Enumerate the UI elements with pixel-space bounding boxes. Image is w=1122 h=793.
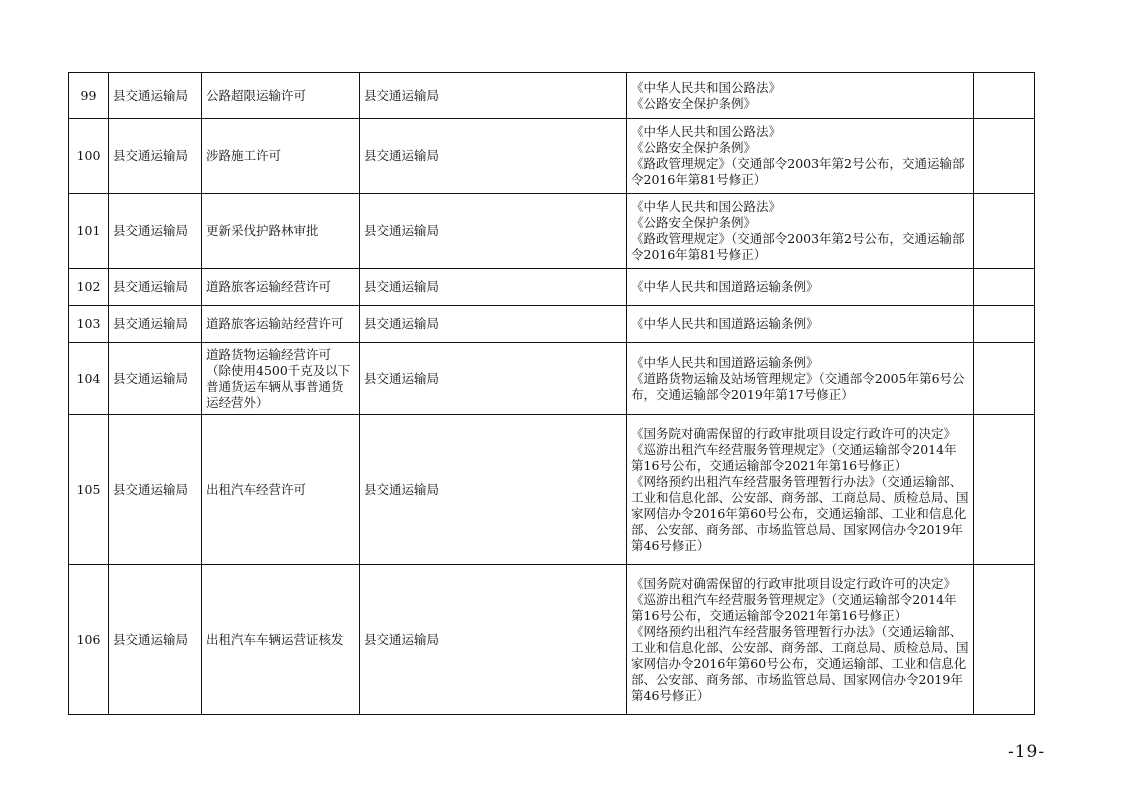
law-reference: 《路政管理规定》（交通部令2003年第2号公布，交通运输部令2016年第81号修正） — [631, 231, 965, 262]
legal-basis-cell — [627, 73, 974, 119]
row-number: 102 — [69, 269, 109, 306]
legal-basis-cell — [627, 343, 974, 415]
law-reference: 《巡游出租汽车经营服务管理规定》（交通运输部令2014年第16号公布，交通运输部令2021年第16号修正） — [631, 441, 957, 473]
law-reference: 《中华人民共和国公路法》 — [631, 79, 782, 95]
department-cell: 县交通运输局 — [109, 119, 202, 194]
table-row — [69, 73, 1035, 119]
implementing-agency-cell: 县交通运输局 — [360, 343, 627, 415]
law-reference: 《路政管理规定》（交通部令2003年第2号公布，交通运输部令2016年第81号修正） — [631, 156, 965, 187]
law-reference: 《国务院对确需保留的行政审批项目设定行政许可的决定》 — [631, 575, 957, 591]
implementing-agency-cell: 县交通运输局 — [360, 415, 627, 565]
department-cell: 县交通运输局 — [109, 73, 202, 119]
department-cell: 县交通运输局 — [109, 565, 202, 715]
legal-basis-cell — [627, 306, 974, 343]
row-number: 100 — [69, 119, 109, 194]
row-number: 104 — [69, 343, 109, 415]
law-reference: 《国务院对确需保留的行政审批项目设定行政许可的决定》 — [631, 425, 957, 441]
permit-item-cell: 涉路施工许可 — [202, 119, 360, 194]
department-cell: 县交通运输局 — [109, 269, 202, 306]
implementing-agency-cell: 县交通运输局 — [360, 73, 627, 119]
law-reference: 《中华人民共和国道路运输条例》 — [631, 316, 819, 331]
legal-basis-cell — [627, 194, 974, 269]
permit-item-cell: 道路旅客运输站经营许可 — [202, 306, 360, 343]
remark-cell — [974, 73, 1035, 119]
table-row — [69, 269, 1035, 306]
implementing-agency-cell: 县交通运输局 — [360, 269, 627, 306]
permit-item-cell: 出租汽车经营许可 — [202, 415, 360, 565]
implementing-agency-cell: 县交通运输局 — [360, 194, 627, 269]
table-row — [69, 306, 1035, 343]
permit-item-cell: 道路货物运输经营许可（除使用4500千克及以下普通货运车辆从事普通货运经营外） — [202, 343, 360, 415]
department-cell: 县交通运输局 — [109, 343, 202, 415]
law-reference: 《道路货物运输及站场管理规定》（交通部令2005年第6号公布，交通运输部令2019年第17号修正） — [631, 370, 965, 402]
remark-cell — [974, 343, 1035, 415]
implementing-agency-cell: 县交通运输局 — [360, 565, 627, 715]
law-reference: 《公路安全保护条例》 — [631, 215, 757, 230]
table-row — [69, 194, 1035, 269]
permit-item-cell: 出租汽车车辆运营证核发 — [202, 565, 360, 715]
table-row — [69, 343, 1035, 415]
row-number: 105 — [69, 415, 109, 565]
remark-cell — [974, 306, 1035, 343]
row-number: 101 — [69, 194, 109, 269]
law-reference: 《网络预约出租汽车经营服务管理暂行办法》（交通运输部、工业和信息化部、公安部、商务部、工商总局、质检总局、国家网信办令2016年第60号公布，交通运输部、工业和信息化部、公安部、商务部、市场监管总局、国家网信办令2019年第46号修正） — [631, 473, 969, 553]
law-reference: 《中华人民共和国道路运输条例》 — [631, 354, 819, 370]
law-reference: 《中华人民共和国道路运输条例》 — [631, 279, 819, 294]
legal-basis-cell — [627, 269, 974, 306]
law-reference: 《中华人民共和国公路法》 — [631, 199, 782, 214]
legal-basis-cell — [627, 415, 974, 565]
table-row — [69, 119, 1035, 194]
permit-table-body — [69, 73, 1035, 715]
remark-cell — [974, 415, 1035, 565]
permit-item-cell: 公路超限运输许可 — [202, 73, 360, 119]
law-reference: 《中华人民共和国公路法》 — [631, 124, 782, 139]
law-reference: 《公路安全保护条例》 — [631, 140, 757, 155]
remark-cell — [974, 565, 1035, 715]
legal-basis-cell — [627, 119, 974, 194]
row-number: 99 — [69, 73, 109, 119]
permit-item-cell: 道路旅客运输经营许可 — [202, 269, 360, 306]
law-reference: 《网络预约出租汽车经营服务管理暂行办法》（交通运输部、工业和信息化部、公安部、商务部、工商总局、质检总局、国家网信办令2016年第60号公布，交通运输部、工业和信息化部、公安部、商务部、市场监管总局、国家网信办令2019年第46号修正） — [631, 623, 969, 703]
permit-item-cell: 更新采伐护路林审批 — [202, 194, 360, 269]
law-reference: 《巡游出租汽车经营服务管理规定》（交通运输部令2014年第16号公布，交通运输部令2021年第16号修正） — [631, 591, 957, 623]
row-number: 103 — [69, 306, 109, 343]
remark-cell — [974, 119, 1035, 194]
table-row — [69, 415, 1035, 565]
department-cell: 县交通运输局 — [109, 306, 202, 343]
legal-basis-cell — [627, 565, 974, 715]
page-number: -19- — [1008, 742, 1046, 762]
remark-cell — [974, 269, 1035, 306]
table-row — [69, 565, 1035, 715]
remark-cell — [974, 194, 1035, 269]
department-cell: 县交通运输局 — [109, 415, 202, 565]
row-number: 106 — [69, 565, 109, 715]
department-cell: 县交通运输局 — [109, 194, 202, 269]
law-reference: 《公路安全保护条例》 — [631, 95, 757, 111]
permit-table — [68, 72, 1035, 715]
implementing-agency-cell: 县交通运输局 — [360, 306, 627, 343]
implementing-agency-cell: 县交通运输局 — [360, 119, 627, 194]
